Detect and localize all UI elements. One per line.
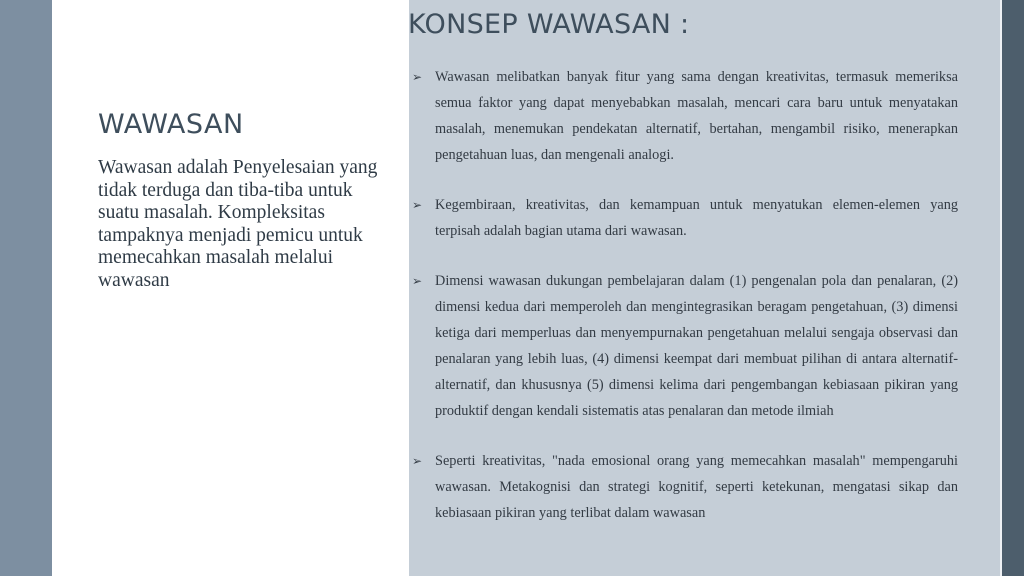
arrowhead-bullet-icon: ➢	[412, 454, 423, 468]
list-item	[412, 192, 958, 244]
list-item	[412, 448, 958, 526]
left-definition-text: Wawasan adalah Penyelesaian yang tidak terduga dan tiba-tiba untuk suatu masalah. Kompleksitas tampaknya menjadi pemicu untuk memecahkan masalah melalui wawasan	[98, 157, 378, 291]
concept-bullet-list	[412, 64, 958, 526]
right-accent-band	[1002, 0, 1024, 576]
list-item-text: Wawasan melibatkan banyak fitur yang sama dengan kreativitas, termasuk memeriksa semua faktor yang dapat menyebabkan masalah, mencari cara baru untuk menyatakan masalah, menemukan pendekatan alternatif, bertahan, mengambil risiko, menerapkan pengetahuan luas, dan mengenali analogi.	[435, 69, 958, 163]
left-section-title: WAWASAN	[98, 109, 244, 140]
arrowhead-bullet-icon: ➢	[412, 70, 423, 84]
list-item-text: Seperti kreativitas, "nada emosional orang yang memecahkan masalah" mempengaruhi wawasan. Metakognisi dan strategi kognitif, seperti ketekunan, mengatasi sikap dan kebiasaan pikiran yang terlibat dalam wawasan	[435, 453, 958, 521]
arrowhead-bullet-icon: ➢	[412, 198, 423, 212]
right-section-title: KONSEP WAWASAN :	[408, 9, 690, 40]
arrowhead-bullet-icon: ➢	[412, 274, 423, 288]
list-item	[412, 268, 958, 424]
list-item-text: Dimensi wawasan dukungan pembelajaran dalam (1) pengenalan pola dan penalaran, (2) dimensi kedua dari memperoleh dan mengintegrasikan beragam pengetahuan, (3) dimensi ketiga dari memperluas dan menyempurnakan pengetahuan melalui sengaja observasi dan penalaran yang lebih luas, (4) dimensi keempat dari membuat pilihan di antara alternatif-alternatif, dan khususnya (5) dimensi kelima dari pengembangan kebiasaan pikiran yang produktif dengan kendali sistematis atas penalaran dan metode ilmiah	[435, 273, 958, 419]
left-accent-band	[0, 0, 52, 576]
list-item	[412, 64, 958, 168]
list-item-text: Kegembiraan, kreativitas, dan kemampuan untuk menyatukan elemen-elemen yang terpisah adalah bagian utama dari wawasan.	[435, 197, 958, 239]
